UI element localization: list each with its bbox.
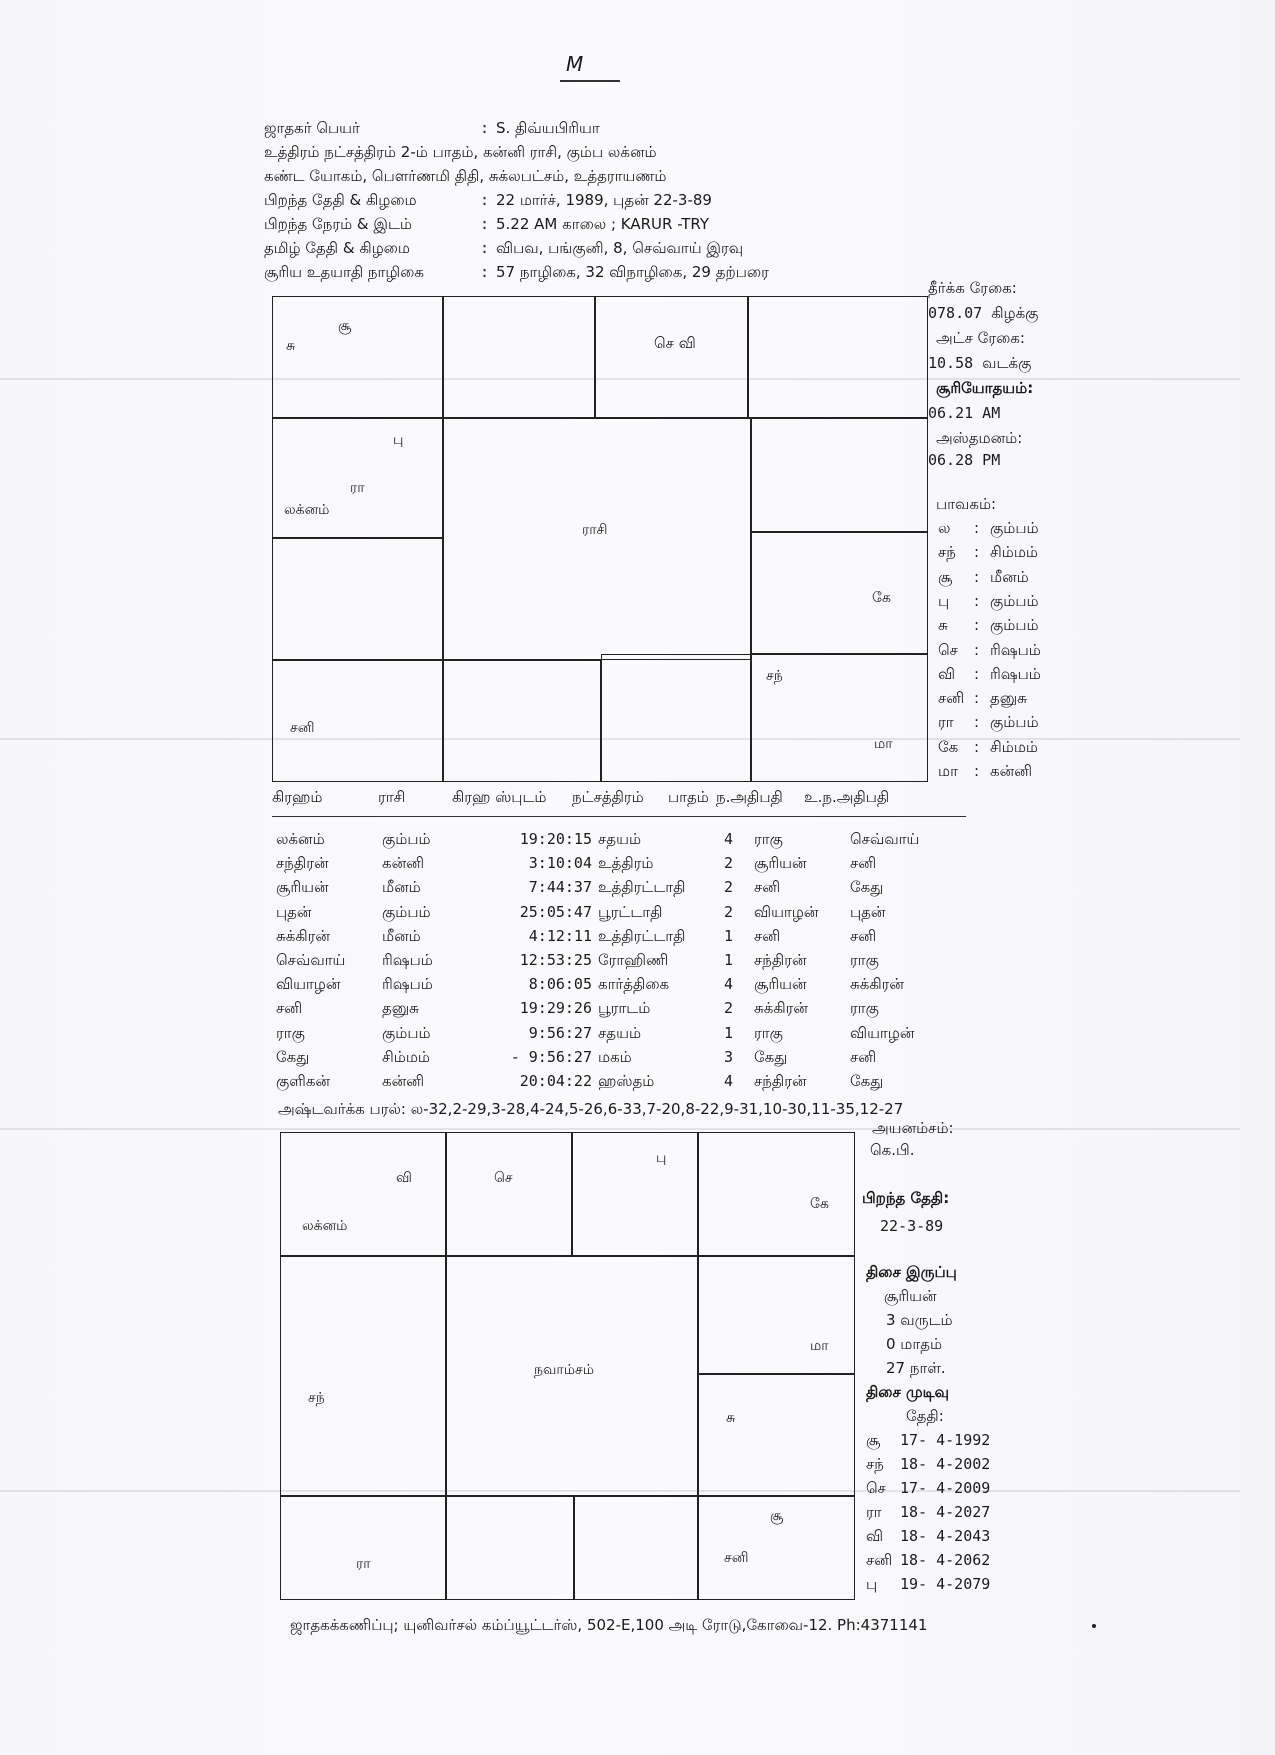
header-label: சூரிய உதயாதி நாழிகை [264,263,424,281]
bhava-separator: : [974,737,980,756]
rasi-label: கே [872,590,891,606]
table-cell: உத்திரம் [598,854,654,873]
ink-dot [1092,1624,1096,1628]
table-row [276,999,976,1021]
ayanamsa-label: அயனம்சம்: [872,1119,954,1137]
table-cell: கும்பம் [382,830,431,848]
rasi-house-pisces [272,296,443,418]
navamsa-label: லக்னம் [302,1218,348,1234]
table-cell: சந்திரன் [754,951,807,969]
table-cell: வியாழன் [754,902,819,921]
header-label: பிறந்த நேரம் & இடம் [264,215,412,233]
table-cell: சுக்கிரன் [276,926,330,945]
table-row [276,903,976,925]
table-cell: ராகு [754,830,783,848]
rasi-house-libra [601,654,751,782]
table-cell: சுக்கிரன் [850,975,904,994]
bhava-label: பாவகம்: [936,495,997,513]
latitude-value: 10.58 வடக்கு [928,354,1032,372]
ayanamsa-value: கெ.பி. [870,1141,915,1159]
table-cell: 25:05:47 [519,902,592,921]
table-cell: கார்த்திகை [598,975,670,994]
sunrise-label: சூரியோதயம்: [936,379,1034,397]
rasi-house-taurus [595,296,748,418]
dasa-days: 27 நாள். [886,1359,946,1377]
table-cell: 8:06:05 [528,975,592,994]
rasi-house-gemini [748,296,928,418]
header-separator: : [480,263,490,281]
dasa-months: 0 மாதம் [886,1335,943,1353]
table-cell: புதன் [276,902,312,921]
longitude-value: 078.07 கிழக்கு [928,304,1039,322]
table-cell: 19:29:26 [519,999,592,1018]
table-cell: ஹஸ்தம் [598,1072,655,1090]
table-cell: 7:44:37 [528,878,592,897]
table-cell: கும்பம் [382,902,431,921]
bhava-planet: ல [938,519,951,537]
table-cell: சனி [754,878,781,897]
navamsa-house-aries [446,1132,572,1256]
table-cell: 2 [724,854,734,873]
table-cell: வியாழன் [850,1023,915,1042]
table-cell: 19:20:15 [519,830,592,848]
dasa-planet-item: சந் [866,1455,884,1473]
page-mark-underline [560,80,620,82]
table-cell: சனி [754,926,781,945]
table-cell: ராகு [850,999,879,1018]
navamsa-label: சு [726,1410,736,1426]
table-cell: கும்பம் [382,1023,431,1042]
rasi-house-leo [751,532,928,654]
navamsa-label: செ [494,1170,513,1186]
rasi-house-aries [443,296,595,418]
table-cell: புதன் [850,902,886,921]
dasa-label: திசை இருப்பு [866,1263,957,1281]
dasa-planet-item: சூ [866,1431,881,1449]
table-cell: சூரியன் [754,854,807,873]
table-cell: சனி [850,1047,877,1066]
table-row [276,1072,976,1094]
navamsa-label: வி [396,1170,412,1186]
table-row [276,927,976,949]
navamsa-label: சூ [770,1508,784,1524]
bhava-sign: மீனம் [990,567,1029,586]
bhava-separator: : [974,762,980,780]
table-cell: கன்னி [382,854,425,873]
table-cell: செவ்வாய் [276,951,346,969]
table-cell: சதயம் [598,1023,642,1042]
navamsa-house-cancer [698,1256,855,1374]
bhava-planet: செ [938,640,958,659]
header-label: ஜாதகர் பெயர் [264,119,360,137]
table-cell: உத்திரட்டாதி [598,926,686,945]
table-cell: 4:12:11 [528,926,592,945]
navamsa-label: மா [810,1338,829,1354]
table-header-cell: ந.அதிபதி [716,788,783,806]
dasa-end-date: 18- 4-2043 [900,1527,991,1545]
rasi-label: பு [393,432,404,448]
table-header-cell: கிரஹம் [272,788,323,806]
table-cell: - 9:56:27 [510,1047,592,1066]
table-cell: மீனம் [382,926,421,945]
table-cell: ரிஷபம் [382,975,433,994]
table-cell: சனி [850,926,877,945]
header-separator: : [480,215,490,233]
dasa-planet-item: செ [866,1479,886,1497]
dasa-end-date: 17- 4-1992 [900,1431,991,1449]
bhava-sign: கும்பம் [990,591,1039,610]
table-cell: மீனம் [382,878,421,897]
table-cell: 1 [724,951,734,969]
navamsa-house-taurus [572,1132,698,1256]
page-mark: M [566,52,584,76]
bhava-planet: சனி [938,689,965,708]
bhava-planet: மா [938,762,958,780]
bhava-separator: : [974,713,980,732]
table-cell: ராகு [276,1023,305,1042]
bhava-planet: கே [938,737,959,756]
table-cell: வியாழன் [276,975,341,994]
table-cell: 4 [724,1072,734,1090]
table-row [276,1048,976,1070]
bhava-separator: : [974,591,980,610]
dasa-end-label: திசை முடிவு [866,1383,949,1401]
navamsa-label: சந் [308,1390,325,1406]
table-cell: 12:53:25 [519,951,592,969]
bhava-separator: : [974,567,980,586]
navamsa-label: பு [656,1150,667,1166]
table-cell: ராகு [850,951,879,969]
table-row [276,951,976,973]
table-cell: 2 [724,878,734,897]
table-cell: கேது [754,1047,788,1066]
rasi-house-cancer [751,418,928,532]
rasi-center-label: ராசி [582,522,608,538]
rasi-label: மா [874,736,893,752]
header-value: விபவ, பங்குனி, 8, செவ்வாய் இரவு [496,239,744,257]
table-cell: உத்திரட்டாதி [598,878,686,897]
sunset-label: அஸ்தமனம்: [936,429,1023,447]
table-cell: 4 [724,975,734,994]
table-cell: லக்னம் [276,830,325,848]
table-cell: 9:56:27 [528,1023,592,1042]
table-cell: பூரட்டாதி [598,902,663,921]
bhava-planet: ரா [938,713,954,732]
table-cell: சூரியன் [754,975,807,994]
header-label: தமிழ் தேதி & கிழமை [264,239,410,257]
bhava-planet: வி [938,664,956,683]
table-cell: குளிகன் [276,1072,330,1090]
table-cell: பூராடம் [598,999,651,1018]
bhava-planet: சூ [938,567,953,586]
table-cell: சதயம் [598,830,642,848]
rasi-label: சூ [338,318,352,334]
table-header-cell: ராசி [378,788,406,806]
header-value: 5.22 AM காலை ; KARUR -TRY [496,215,710,233]
table-cell: கன்னி [382,1072,425,1090]
navamsa-house-aquarius [280,1256,446,1496]
bhava-sign: கும்பம் [990,713,1039,732]
table-header-cell: நட்சத்திரம் [572,788,644,806]
dob-label: பிறந்த தேதி: [862,1189,950,1207]
table-cell: சனி [850,854,877,873]
rasi-house-aquarius [272,418,443,538]
table-cell: 3:10:04 [528,854,592,873]
table-cell: சனி [276,999,303,1018]
table-cell: கேது [850,878,884,897]
bhava-separator: : [974,543,980,562]
table-rule [272,816,966,817]
footer-text: ஜாதகக்கணிப்பு; யுனிவர்சல் கம்ப்யூட்டர்ஸ், 502-E,100 அடி ரோடு,கோவை-12. Ph:4371141 [290,1616,928,1634]
header-label: பிறந்த தேதி & கிழமை [264,191,417,209]
dasa-end-label-2: தேதி: [906,1407,944,1425]
dasa-end-date: 19- 4-2079 [900,1575,991,1593]
rasi-house-scorpio [443,660,601,782]
header-separator: : [480,119,490,137]
ashtavarga-line: அஷ்டவர்க்க பரல்: ல-32,2-29,3-28,4-24,5-26,6-33,7-20,8-22,9-31,10-30,11-35,12-27 [278,1100,904,1118]
navamsa-label: கே [810,1196,829,1212]
dob-value: 22-3-89 [880,1217,944,1235]
table-cell: சந்திரன் [754,1072,807,1090]
dasa-planet-item: ரா [866,1503,882,1521]
navamsa-label: சனி [724,1550,749,1566]
header-separator: : [480,191,490,209]
bhava-planet: சு [938,616,948,635]
bhava-separator: : [974,664,980,683]
header-value: கண்ட யோகம், பௌர்ணமி திதி, சுக்லபட்சம், உத்தராயணம் [264,167,667,185]
rasi-label: சந் [766,668,783,684]
bhava-separator: : [974,519,980,537]
longitude-label: தீர்க்க ரேகை: [928,279,1017,297]
bhava-sign: ரிஷபம் [990,640,1041,659]
navamsa-center-label: நவாம்சம் [534,1362,594,1378]
table-cell: 4 [724,830,734,848]
table-cell: 20:04:22 [519,1072,592,1090]
bhava-planet: பு [938,591,950,610]
bhava-sign: சிம்மம் [990,737,1038,756]
bhava-planet: சந் [938,543,956,562]
rasi-label: சனி [290,720,315,736]
bhava-sign: தனுசு [990,689,1027,708]
dasa-planet-item: பு [866,1575,878,1593]
rasi-label: சு [286,338,296,354]
navamsa-house-pisces [280,1132,446,1256]
table-cell: செவ்வாய் [850,830,920,848]
rasi-house-capricorn [272,538,443,660]
rasi-label: லக்னம் [284,502,330,518]
rasi-label: ரா [350,480,365,496]
table-cell: 1 [724,926,734,945]
table-header-cell: கிரஹ ஸ்புடம் [452,788,547,806]
sunset-value: 06.28 PM [928,451,1001,469]
table-cell: 2 [724,999,734,1018]
navamsa-house-libra [574,1496,698,1600]
table-cell: ரிஷபம் [382,951,433,969]
latitude-label: அட்ச ரேகை: [936,329,1025,347]
bhava-separator: : [974,616,980,635]
bhava-sign: கும்பம் [990,616,1039,635]
table-header-cell: பாதம் [668,788,709,806]
header-value: S. திவ்யபிரியா [496,119,600,137]
bhava-sign: சிம்மம் [990,543,1038,562]
dasa-planet: சூரியன் [884,1287,937,1305]
table-cell: சந்திரன் [276,854,329,873]
table-cell: சுக்கிரன் [754,999,808,1018]
dasa-end-date: 18- 4-2062 [900,1551,991,1569]
table-cell: சூரியன் [276,878,329,897]
table-cell: சிம்மம் [382,1047,430,1066]
bhava-separator: : [974,689,980,708]
dasa-end-date: 18- 4-2027 [900,1503,991,1521]
dasa-end-date: 18- 4-2002 [900,1455,991,1473]
table-cell: 1 [724,1023,734,1042]
bhava-sign: ரிஷபம் [990,664,1041,683]
table-header-cell: உ.ந.அதிபதி [804,788,890,806]
navamsa-house-sagittarius [280,1496,446,1600]
header-value: உத்திரம் நட்சத்திரம் 2-ம் பாதம், கன்னி ராசி, கும்ப லக்னம் [264,143,657,161]
bhava-sign: கும்பம் [990,519,1039,537]
header-separator: : [480,239,490,257]
dasa-end-date: 17- 4-2009 [900,1479,991,1497]
header-value: 57 நாழிகை, 32 விநாழிகை, 29 தற்பரை [496,263,769,281]
navamsa-house-scorpio [446,1496,574,1600]
table-cell: கேது [276,1047,310,1066]
table-row [276,1024,976,1046]
table-cell: 2 [724,902,734,921]
bhava-sign: கன்னி [990,762,1033,780]
table-cell: தனுசு [382,999,419,1018]
table-header-row [272,788,972,810]
dasa-planet-item: வி [866,1527,884,1545]
navamsa-house-gemini [698,1132,855,1256]
paper-fold [0,1128,1240,1130]
table-row [276,878,976,900]
navamsa-house-leo [698,1374,855,1496]
table-row [276,975,976,997]
rasi-label: செ வி [654,334,696,352]
dasa-planet-item: சனி [866,1551,893,1569]
table-cell: ரோஹிணி [598,951,669,969]
header-value: 22 மார்ச், 1989, புதன் 22-3-89 [496,191,712,209]
table-cell: மகம் [598,1047,632,1066]
table-cell: கேது [850,1072,884,1090]
table-cell: 3 [724,1047,734,1066]
table-row [276,830,976,852]
sunrise-value: 06.21 AM [928,404,1001,422]
dasa-years: 3 வருடம் [886,1311,953,1329]
bhava-separator: : [974,640,980,659]
table-cell: ராகு [754,1023,783,1042]
table-row [276,854,976,876]
navamsa-label: ரா [356,1556,371,1572]
